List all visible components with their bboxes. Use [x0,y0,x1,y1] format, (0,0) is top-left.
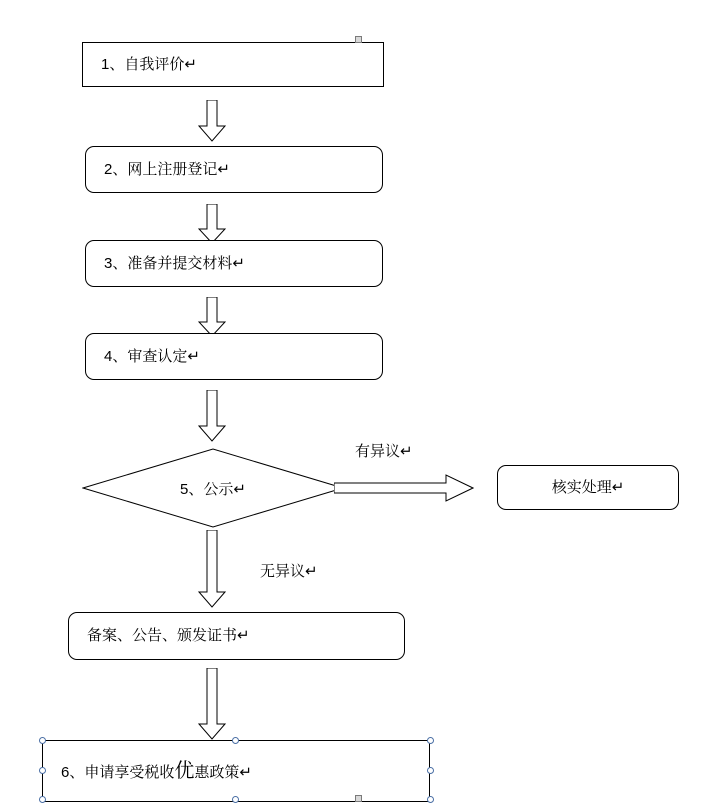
flow-node-step6-label-part1: 6、申请享受税收 [61,764,175,781]
flow-node-step3-label: 3、准备并提交材料↵ [104,254,245,272]
flow-node-step3[interactable] [85,240,383,287]
arrow-step4-to-step5 [198,390,226,442]
edge-label-no-objection: 无异议↵ [260,563,318,580]
flow-node-step2-label: 2、网上注册登记↵ [104,160,230,178]
arrow-step5-to-verify [334,474,474,502]
flow-node-step5-decision[interactable] [82,448,344,528]
selection-handle-middle-left[interactable] [39,767,46,774]
flow-node-step6-label [43,759,252,783]
flow-node-step1-label: 1、自我评价↵ [101,55,197,73]
flow-node-record[interactable] [68,612,405,660]
flow-node-verify-label: 核实处理↵ [551,478,625,496]
flow-node-step6[interactable] [42,740,430,802]
flow-node-step5-label: 5、公示↵ [180,480,246,498]
arrow-step1-to-step2 [198,100,226,142]
selection-handle-middle-right[interactable] [427,767,434,774]
selection-handle-top-right[interactable] [427,737,434,744]
flow-node-step4-label: 4、审查认定↵ [104,347,200,365]
selection-handle-top-left[interactable] [39,737,46,744]
anchor-handle-bottom[interactable] [355,795,362,802]
flow-node-step1[interactable] [82,42,384,87]
arrow-step2-to-step3 [198,204,226,244]
flow-node-verify[interactable] [497,465,679,510]
arrow-record-to-step6 [198,668,226,740]
flow-node-step4[interactable] [85,333,383,380]
selection-handle-top-center[interactable] [232,737,239,744]
flow-node-step2[interactable] [85,146,383,193]
arrow-step5-to-record [198,530,226,608]
arrow-step3-to-step4 [198,297,226,337]
flow-node-record-label: 备案、公告、颁发证书↵ [87,627,250,644]
edge-label-objection: 有异议↵ [355,443,413,460]
flow-node-step6-label-part3: 惠政策↵ [194,764,252,781]
resize-handle-step1[interactable] [355,36,362,43]
flow-node-step6-label-part2: 优 [174,760,195,782]
